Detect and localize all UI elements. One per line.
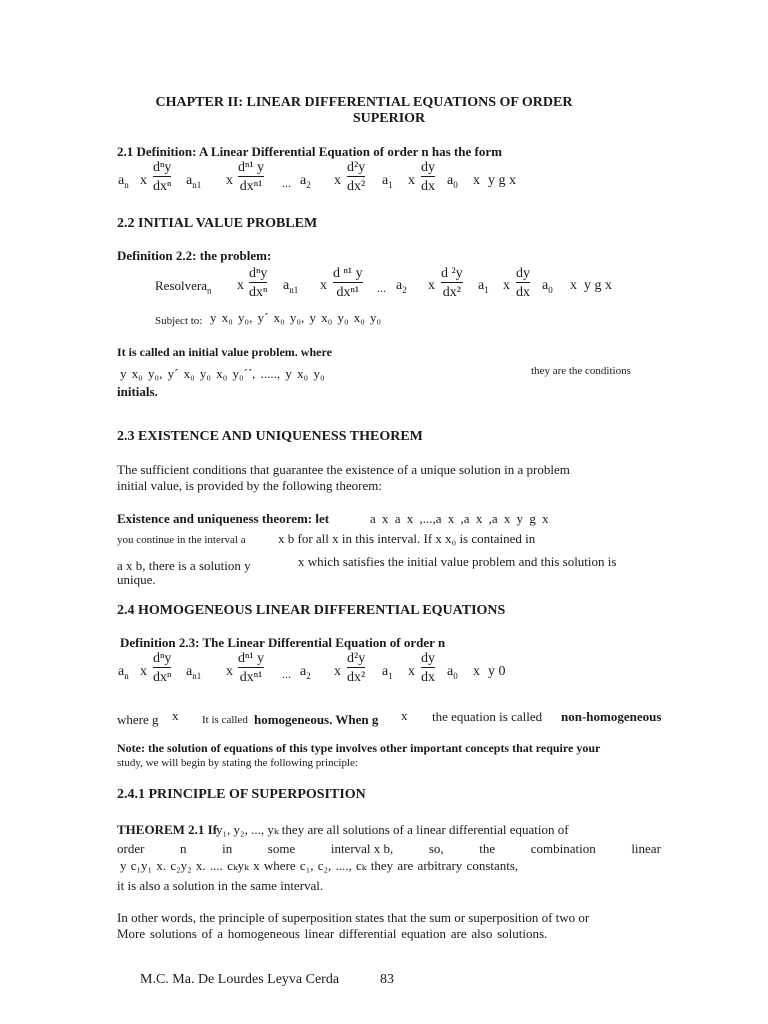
superposition-para-line1: In other words, the principle of superposition states that the sum or superposition of two or [117, 910, 590, 925]
also-solution-text: it is also a solution in the same interval. [117, 878, 324, 893]
eq-term-an1: $a_{n1}$ [283, 278, 299, 295]
eq-fraction-dy-dx: dy dx [421, 160, 435, 194]
solution-line1-a: a x b, there is a solution y [117, 558, 251, 573]
definition-2-3-heading: Definition 2.3: The Linear Differential Equation of order n [120, 635, 446, 650]
eq-term-x3: x [334, 173, 341, 188]
chapter-title-line1: CHAPTER II: LINEAR DIFFERENTIAL EQUATIONS OF ORDER [155, 95, 573, 110]
initial-conditions: y x₀ y₀, y´ x₀ y₀, y x₀ y₀ x₀ y₀ [210, 310, 382, 325]
eq-fraction-dn1y: d ⁿ¹ y dxⁿ¹ [333, 266, 363, 300]
conditions-text: they are the conditions [531, 365, 631, 377]
subject-to-label: Subject to: [155, 315, 203, 327]
eq-term-x2: x [226, 173, 233, 188]
order-word: the [479, 841, 496, 856]
where-g-text: where g [117, 712, 159, 727]
eq-dots: ... [282, 176, 291, 190]
eq-term-a2: $a_2$ [396, 278, 407, 295]
eq-fraction-d2y: d ²y dx² [441, 266, 463, 300]
theorem-label: Existence and uniqueness theorem: let [117, 511, 330, 526]
eq-term-x: x [237, 278, 244, 293]
eq-term-x: x [140, 173, 147, 188]
continue-line-rest: x b for all x in this interval. If x x₀ is contained in [278, 531, 536, 546]
theorem-2-1-label: THEOREM 2.1 If [117, 822, 218, 837]
eq-fraction-dn1y: dⁿ¹ y dxⁿ¹ [238, 651, 265, 685]
section-2-2-heading: 2.2 INITIAL VALUE PROBLEM [117, 216, 318, 231]
section-2-4-heading: 2.4 HOMOGENEOUS LINEAR DIFFERENTIAL EQUATIONS [117, 603, 506, 618]
homogeneous-text: homogeneous. When g [254, 712, 379, 727]
order-word: linear [631, 841, 661, 856]
eq-term-x5: x [473, 664, 480, 679]
eq-term-a2: $a_2$ [300, 173, 311, 190]
eq-term-x2: x [226, 664, 233, 679]
eq-term-a2: $a_2$ [300, 664, 311, 681]
eq-term-x4: x [503, 278, 510, 293]
equation-called-text: the equation is called [432, 709, 543, 724]
eq-fraction-d2y: d²y dx² [347, 160, 366, 194]
eq-rhs: y g x [584, 278, 612, 293]
eq-term-a0: $a_0$ [447, 173, 458, 190]
eq-term-a1: $a_1$ [382, 664, 393, 681]
superposition-para-line2: More solutions of a homogeneous linear differential equation are also solutions. [117, 926, 548, 941]
eq-term-a0: $a_0$ [447, 664, 458, 681]
eq-term-x4: x [408, 173, 415, 188]
eq-dots: ... [282, 667, 291, 681]
eq-term-x: x [140, 664, 147, 679]
where-x: x [172, 708, 179, 723]
eq-term-x5: x [570, 278, 577, 293]
eq-fraction-dny-dxn: dⁿy dxⁿ [249, 266, 268, 300]
eq-term-x4: x [408, 664, 415, 679]
definition-2-2-heading: Definition 2.2: the problem: [117, 248, 272, 263]
solution-line2: unique. [117, 572, 156, 587]
section-2-3-para-line1: The sufficient conditions that guarantee the existence of a unique solution in a problem [117, 462, 570, 477]
eq-fraction-d2y: d²y dx² [347, 651, 366, 685]
section-2-3-para-line2: initial value, is provided by the following theorem: [117, 478, 383, 493]
eq-fraction-dny-dxn: dⁿy dxⁿ [153, 651, 172, 685]
chapter-title-line2: SUPERIOR [352, 111, 426, 126]
eq-term-a1: $a_1$ [478, 278, 489, 295]
eq-dots: ... [377, 281, 386, 295]
eq-fraction-dn1y: dⁿ¹ y dxⁿ¹ [238, 160, 265, 194]
when-x: x [401, 708, 408, 723]
eq-term-a1: $a_1$ [382, 173, 393, 190]
eq-resolve-label: Resolvera$_n$ [155, 278, 212, 296]
solution-line1-b: x which satisfies the initial value problem and this solution is [298, 554, 617, 569]
order-word: order [117, 841, 145, 856]
section-2-4-1-heading: 2.4.1 PRINCIPLE OF SUPERPOSITION [117, 787, 366, 802]
eq-rhs-zero: y 0 [488, 664, 506, 679]
order-word: interval x b, [330, 841, 394, 856]
order-word: combination [530, 841, 596, 856]
eq-term-an1: $a_{n1}$ [186, 664, 202, 681]
order-word: some [267, 841, 296, 856]
eq-term-an: $a_n$ [118, 173, 129, 190]
order-line [117, 841, 661, 857]
eq-term-an: $a_n$ [118, 664, 129, 681]
note-line2: study, we will begin by stating the following principle: [117, 757, 358, 769]
it-is-called-text: It is called [202, 714, 248, 726]
initials-text: initials. [117, 384, 158, 399]
footer-page-number: 83 [380, 972, 394, 987]
note-line1: Note: the solution of equations of this type involves other important concepts that require your [117, 741, 601, 755]
eq-term-an1: $a_{n1}$ [186, 173, 202, 190]
section-2-1-heading: 2.1 Definition: A Linear Differential Equation of order n has the form [117, 144, 502, 159]
combination-line: y c₁y₁ x. c₂y₂ x. .... cₖyₖ x where c₁, c₂, ...., cₖ they are arbitrary constants, [120, 858, 519, 873]
eq-fraction-dy-dx: dy dx [421, 651, 435, 685]
eq-fraction-dy-dx: dy dx [516, 266, 530, 300]
eq-term-a0: $a_0$ [542, 278, 553, 295]
order-word: in [222, 841, 233, 856]
theorem-2-1-text: y₁, y₂, ..., yₖ they are all solutions of a linear differential equation of [216, 822, 569, 837]
eq-fraction-dny-dxn: dⁿy dxⁿ [153, 160, 172, 194]
eq-term-x2: x [320, 278, 327, 293]
eq-term-x3: x [428, 278, 435, 293]
eq-term-x3: x [334, 664, 341, 679]
continue-line-small: you continue in the interval a [117, 534, 246, 546]
conditions-math: y x₀ y₀, y´ x₀ y₀ x₀ y₀´´, ....., y x₀ y₀ [120, 366, 325, 381]
theorem-math: a x a x ,...,a x ,a x ,a x y g x [370, 511, 549, 526]
section-2-3-heading: 2.3 EXISTENCE AND UNIQUENESS THEOREM [117, 429, 423, 444]
order-word: so, [428, 841, 444, 856]
non-homogeneous-text: non-homogeneous [561, 709, 662, 724]
eq-term-x5: x [473, 173, 480, 188]
order-word: n [180, 841, 187, 856]
ivp-label: It is called an initial value problem. where [117, 345, 332, 359]
footer-author: M.C. Ma. De Lourdes Leyva Cerda [140, 972, 340, 987]
eq-rhs: y g x [488, 173, 516, 188]
